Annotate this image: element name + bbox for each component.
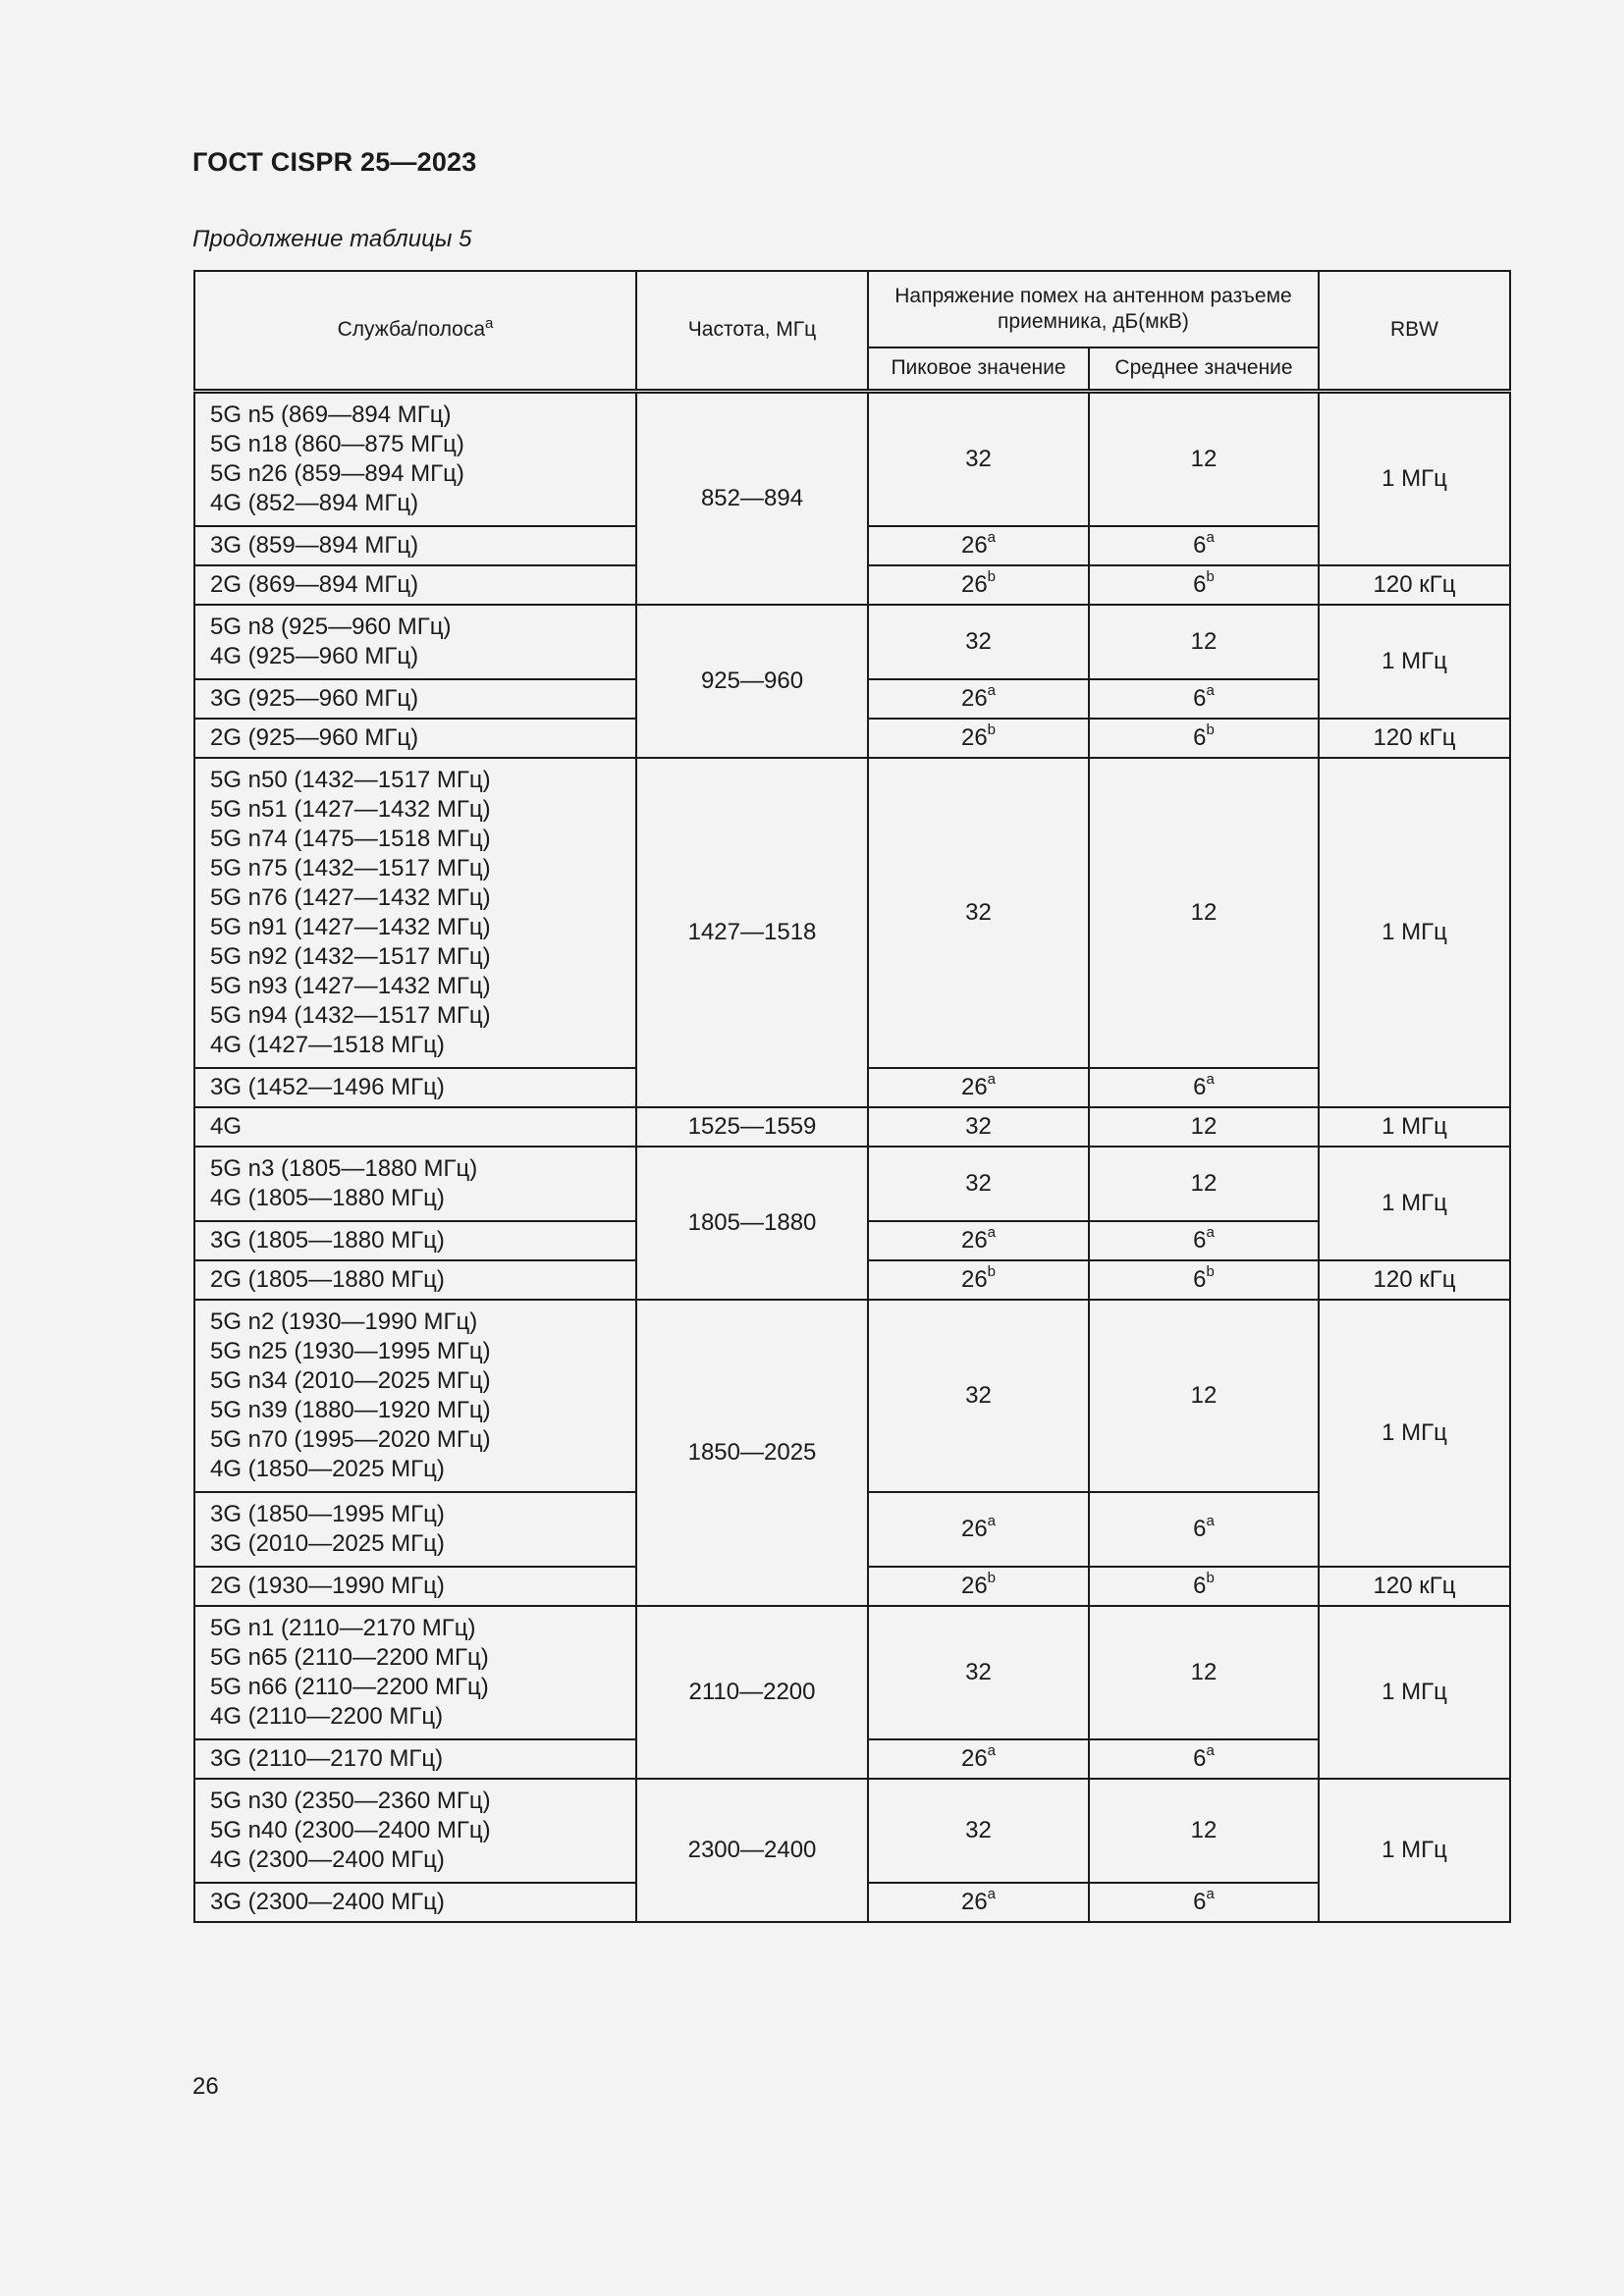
cell-average [1089,1779,1319,1883]
peak-value: 26 [960,1888,988,1915]
cell-rbw: 1 МГц [1319,605,1510,719]
average-value: 6 [1193,723,1207,751]
average-value: 6 [1193,1744,1207,1772]
cell-frequency: 852—894 [636,391,868,605]
service-line: 5G n1 (2110—2170 МГц) [210,1614,476,1641]
cell-service [194,1107,636,1147]
cell-rbw: 1 МГц [1319,1107,1510,1147]
cell-rbw: 120 кГц [1319,1260,1510,1300]
cell-peak [868,605,1089,679]
service-line: 5G n26 (859—894 МГц) [210,459,464,487]
service-line: 5G n70 (1995—2020 МГц) [210,1425,491,1453]
cell-average [1089,1107,1319,1147]
average-value: 12 [1190,445,1218,472]
peak-value: 26 [960,1073,988,1100]
service-line: 5G n91 (1427—1432 МГц) [210,913,491,940]
cell-rbw: 1 МГц [1319,1779,1510,1922]
footnote-mark: a [1206,1741,1215,1759]
footnote-mark: b [987,1569,997,1586]
table-row [194,758,1510,1068]
footnote-mark: a [987,1512,997,1529]
cell-peak [868,1107,1089,1147]
cell-service [194,1147,636,1221]
cell-service [194,605,636,679]
service-line: 5G n74 (1475—1518 МГц) [210,825,491,852]
cell-frequency: 1427—1518 [636,758,868,1107]
service-line: 5G n50 (1432—1517 МГц) [210,766,491,793]
cell-peak [868,1567,1089,1606]
cell-service [194,391,636,526]
table-row [194,391,1510,526]
service-line: 3G (1850—1995 МГц) [210,1500,445,1527]
service-line: 4G (1805—1880 МГц) [210,1184,445,1211]
cell-average [1089,1883,1319,1922]
cell-rbw: 1 МГц [1319,1606,1510,1779]
peak-value: 26 [960,1515,988,1542]
footnote-mark: a [987,1885,997,1902]
footnote-mark: b [1206,567,1215,585]
cell-frequency: 1805—1880 [636,1147,868,1300]
cell-rbw: 120 кГц [1319,719,1510,758]
table-row [194,1300,1510,1492]
service-line: 3G (1805—1880 МГц) [210,1226,445,1254]
service-line: 5G n51 (1427—1432 МГц) [210,795,491,823]
peak-value: 26 [960,1572,988,1599]
service-line: 4G (1427—1518 МГц) [210,1031,445,1058]
cell-service [194,719,636,758]
footnote-mark: a [1206,1512,1215,1529]
cell-average [1089,526,1319,565]
footnote-mark: a [987,1223,997,1241]
service-line: 5G n40 (2300—2400 МГц) [210,1816,491,1843]
cell-peak [868,391,1089,526]
service-line: 4G [210,1112,243,1140]
footnote-mark: b [987,1262,997,1280]
service-line: 4G (1850—2025 МГц) [210,1455,445,1482]
footnote-mark: b [987,567,997,585]
footnote-mark: a [987,1741,997,1759]
footnote-mark: a [987,528,997,546]
cell-average [1089,758,1319,1068]
table-header [194,271,1510,391]
footnote-mark: b [987,721,997,738]
cell-average [1089,679,1319,719]
footnote-mark: a [987,681,997,699]
table-row [194,1779,1510,1883]
peak-value: 32 [965,1658,992,1685]
service-line: 5G n8 (925—960 МГц) [210,613,452,640]
table-row [194,1147,1510,1221]
average-value: 6 [1193,684,1207,712]
cell-service [194,1492,636,1567]
header-voltage: Напряжение помех на антенном разъеме приемника, дБ(мкВ) [868,271,1319,347]
footnote-mark: b [1206,1262,1215,1280]
cell-peak [868,1221,1089,1260]
cell-peak [868,1260,1089,1300]
cell-service [194,1221,636,1260]
service-line: 4G (2110—2200 МГц) [210,1702,444,1730]
header-rbw: RBW [1319,271,1510,391]
cell-peak [868,1779,1089,1883]
peak-value: 26 [960,684,988,712]
cell-frequency: 2110—2200 [636,1606,868,1779]
peak-value: 32 [965,1112,992,1140]
page-number: 26 [192,2073,219,2100]
service-line: 4G (852—894 МГц) [210,489,419,516]
average-value: 12 [1190,1112,1218,1140]
service-line: 5G n30 (2350—2360 МГц) [210,1787,491,1814]
cell-service [194,1606,636,1739]
average-value: 12 [1190,1816,1218,1843]
cell-peak [868,526,1089,565]
cell-peak [868,1147,1089,1221]
service-line: 5G n93 (1427—1432 МГц) [210,972,491,999]
average-value: 6 [1193,1515,1207,1542]
service-line: 5G n3 (1805—1880 МГц) [210,1154,478,1182]
service-line: 5G n76 (1427—1432 МГц) [210,883,491,911]
footnote-mark: a [1206,1223,1215,1241]
peak-value: 32 [965,1381,992,1409]
average-value: 6 [1193,570,1207,598]
cell-average [1089,565,1319,605]
document-header: ГОСТ CISPR 25—2023 [192,147,477,177]
average-value: 6 [1193,1073,1207,1100]
average-value: 12 [1190,1381,1218,1409]
footnote-mark: a [987,1070,997,1088]
service-line: 4G (2300—2400 МГц) [210,1845,445,1873]
emission-limits-table [193,270,1511,1923]
cell-service [194,526,636,565]
peak-value: 26 [960,1744,988,1772]
service-line: 5G n65 (2110—2200 МГц) [210,1643,489,1671]
average-value: 12 [1190,898,1218,926]
cell-service [194,758,636,1068]
cell-service [194,565,636,605]
cell-average [1089,719,1319,758]
cell-frequency: 925—960 [636,605,868,758]
cell-peak [868,565,1089,605]
cell-rbw: 1 МГц [1319,1300,1510,1567]
peak-value: 26 [960,1265,988,1293]
cell-peak [868,758,1089,1068]
footnote-mark: a [1206,528,1215,546]
peak-value: 32 [965,1816,992,1843]
table-row [194,1107,1510,1147]
service-line: 2G (925—960 МГц) [210,723,419,751]
cell-average [1089,1567,1319,1606]
cell-average [1089,1606,1319,1739]
footnote-mark: a [1206,1885,1215,1902]
cell-average [1089,1068,1319,1107]
cell-average [1089,1300,1319,1492]
service-line: 2G (869—894 МГц) [210,570,419,598]
cell-peak [868,1068,1089,1107]
footnote-mark: b [1206,1569,1215,1586]
service-line: 5G n39 (1880—1920 МГц) [210,1396,491,1423]
cell-frequency: 1525—1559 [636,1107,868,1147]
average-value: 6 [1193,1265,1207,1293]
average-value: 6 [1193,1572,1207,1599]
cell-peak [868,679,1089,719]
cell-peak [868,1606,1089,1739]
service-line: 5G n34 (2010—2025 МГц) [210,1366,491,1394]
cell-service [194,1300,636,1492]
footnote-mark: b [1206,721,1215,738]
cell-rbw: 1 МГц [1319,758,1510,1107]
table-body [194,391,1510,1922]
service-line: 5G n94 (1432—1517 МГц) [210,1001,491,1029]
cell-average [1089,1221,1319,1260]
table-caption: Продолжение таблицы 5 [192,226,472,252]
cell-service [194,1567,636,1606]
cell-frequency: 1850—2025 [636,1300,868,1606]
header-average: Среднее значение [1089,347,1319,391]
cell-average [1089,1147,1319,1221]
header-frequency: Частота, МГц [636,271,868,391]
peak-value: 32 [965,1169,992,1197]
service-line: 5G n25 (1930—1995 МГц) [210,1337,491,1364]
peak-value: 26 [960,570,988,598]
cell-service [194,1739,636,1779]
service-line: 3G (2010—2025 МГц) [210,1529,445,1557]
service-line: 4G (925—960 МГц) [210,642,419,669]
cell-average [1089,391,1319,526]
cell-service [194,1779,636,1883]
cell-peak [868,1883,1089,1922]
service-line: 3G (859—894 МГц) [210,531,419,559]
table-row [194,1606,1510,1739]
service-line: 3G (1452—1496 МГц) [210,1073,445,1100]
peak-value: 32 [965,898,992,926]
service-line: 2G (1930—1990 МГц) [210,1572,445,1599]
cell-service [194,1068,636,1107]
peak-value: 32 [965,627,992,655]
cell-rbw: 120 кГц [1319,1567,1510,1606]
header-peak: Пиковое значение [868,347,1089,391]
cell-average [1089,605,1319,679]
cell-rbw: 1 МГц [1319,391,1510,565]
service-line: 5G n66 (2110—2200 МГц) [210,1673,489,1700]
cell-average [1089,1492,1319,1567]
peak-value: 26 [960,723,988,751]
peak-value: 32 [965,445,992,472]
peak-value: 26 [960,531,988,559]
average-value: 12 [1190,1658,1218,1685]
cell-rbw: 1 МГц [1319,1147,1510,1260]
service-line: 3G (925—960 МГц) [210,684,419,712]
service-line: 5G n18 (860—875 МГц) [210,430,464,457]
cell-peak [868,719,1089,758]
average-value: 6 [1193,531,1207,559]
cell-service [194,1260,636,1300]
service-line: 5G n92 (1432—1517 МГц) [210,942,491,970]
average-value: 6 [1193,1888,1207,1915]
cell-frequency: 2300—2400 [636,1779,868,1922]
header-service: Служба/полоса$^a$ [194,271,636,391]
average-value: 6 [1193,1226,1207,1254]
footnote-mark: a [1206,1070,1215,1088]
service-line: 3G (2110—2170 МГц) [210,1744,444,1772]
peak-value: 26 [960,1226,988,1254]
cell-rbw: 120 кГц [1319,565,1510,605]
service-line: 5G n2 (1930—1990 МГц) [210,1308,478,1335]
service-line: 3G (2300—2400 МГц) [210,1888,445,1915]
cell-peak [868,1300,1089,1492]
cell-peak [868,1492,1089,1567]
average-value: 12 [1190,627,1218,655]
cell-service [194,1883,636,1922]
cell-peak [868,1739,1089,1779]
footnote-mark: a [1206,681,1215,699]
average-value: 12 [1190,1169,1218,1197]
cell-service [194,679,636,719]
service-line: 2G (1805—1880 МГц) [210,1265,445,1293]
service-line: 5G n5 (869—894 МГц) [210,400,452,428]
cell-average [1089,1260,1319,1300]
service-line: 5G n75 (1432—1517 МГц) [210,854,491,881]
cell-average [1089,1739,1319,1779]
table-row [194,605,1510,679]
